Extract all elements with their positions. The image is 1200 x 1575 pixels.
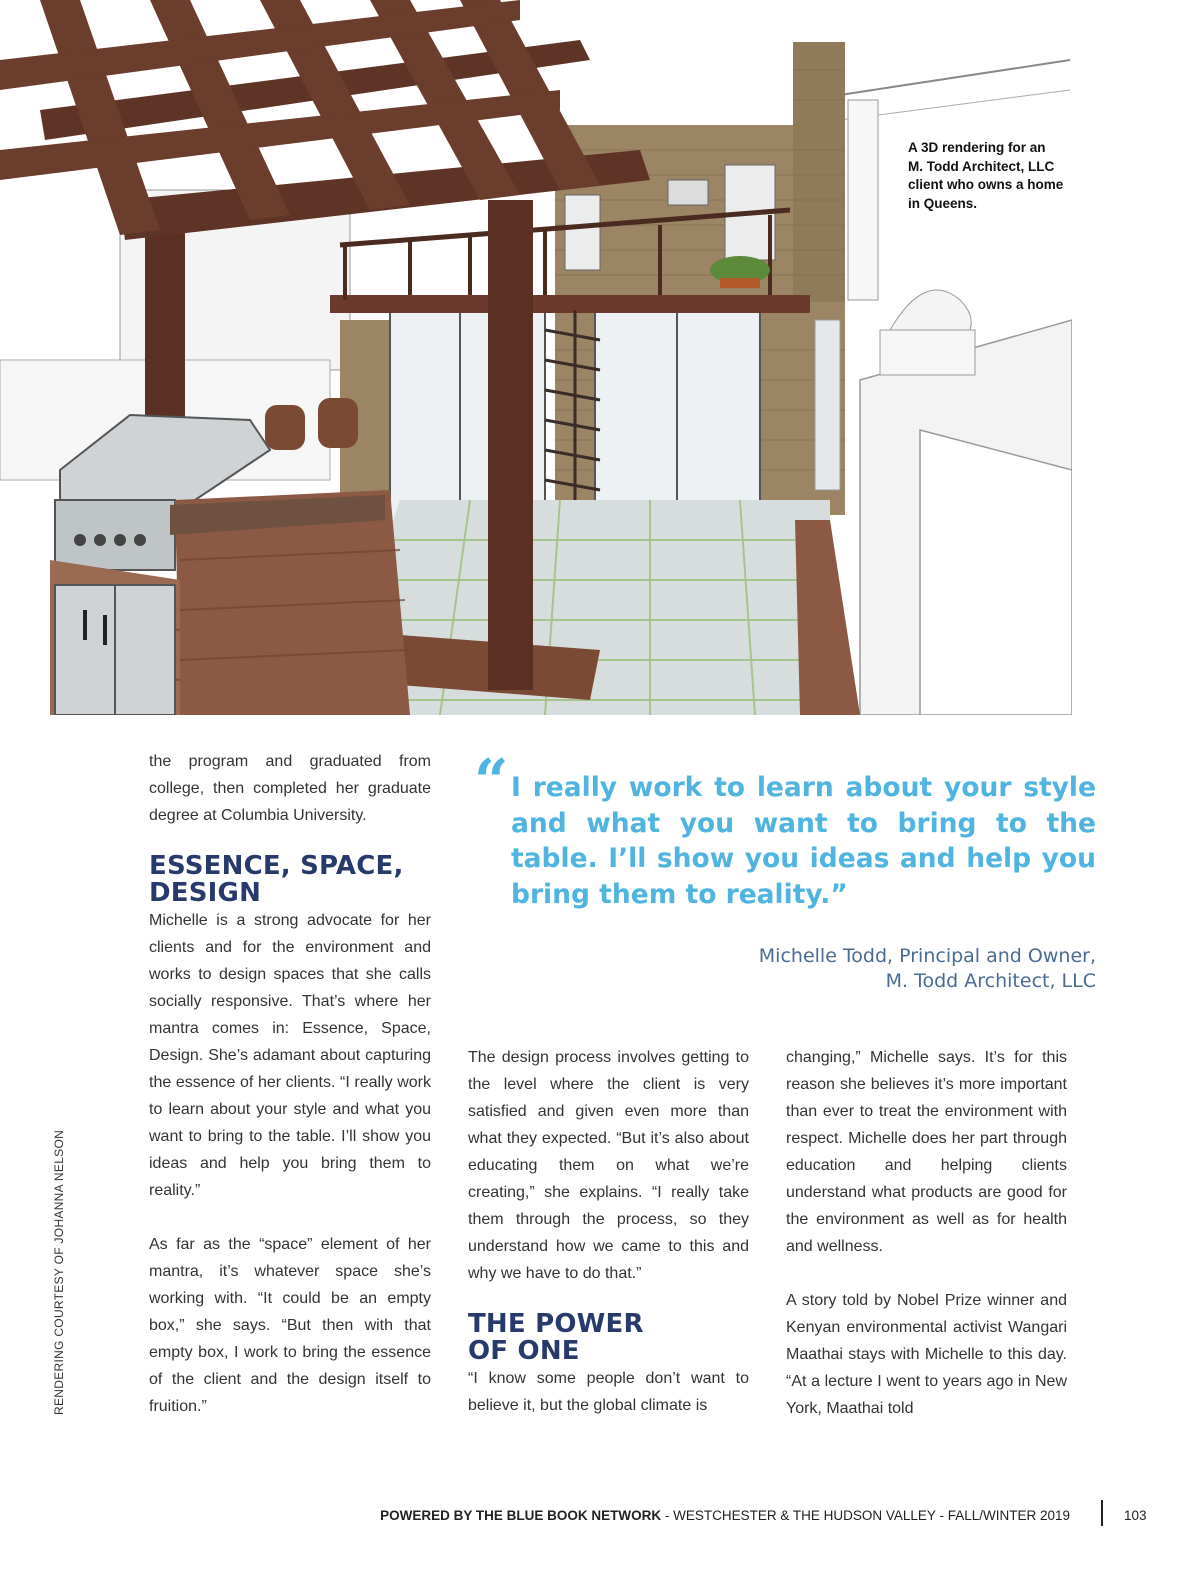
column-1 [149, 748, 431, 1420]
power-of-one-paragraph: “I know some people don’t want to believe it, but the global climate is [468, 1370, 749, 1414]
pull-quote: I really work to learn about your style and what you want to bring to the table. I’ll show you ideas and help you bring them to reality.” [511, 772, 1096, 910]
heading-line: ESSENCE, SPACE, [149, 851, 404, 881]
section-heading-power-of-one [468, 1311, 749, 1365]
footer-brand: POWERED BY THE BLUE BOOK NETWORK [380, 1508, 662, 1523]
image-caption [908, 139, 1078, 213]
caption-line: M. Todd Architect, LLC [908, 158, 1055, 174]
environment-paragraph: changing,” Michelle says. It’s for this reason she believes it’s more important than ever to treat the environment with respect. Michelle does her part through education and helping clients understand what products are good for the environment as well as for health and wellness. [786, 1049, 1067, 1255]
caption-line: in Queens. [908, 195, 978, 211]
footer-divider [1101, 1500, 1103, 1526]
essence-paragraph-2: As far as the “space” element of her mantra, it’s whatever space she’s working with. “It could be an empty box,” she says. “But then with that empty box, I work to bring the essence of the client and the design itself to fruition.” [149, 1236, 431, 1415]
page-number: 103 [1124, 1508, 1147, 1523]
page-footer [380, 1508, 1070, 1523]
attribution-line: Michelle Todd, Principal and Owner, [758, 945, 1096, 967]
heading-line: THE POWER [468, 1309, 644, 1339]
intro-paragraph: the program and graduated from college, then completed her graduate degree at Columbia University. [149, 753, 431, 824]
quote-mark-icon: “ [474, 747, 509, 817]
caption-line: A 3D rendering for an [908, 140, 1046, 155]
heading-line: OF ONE [468, 1336, 580, 1366]
rendering-illustration [0, 0, 1072, 715]
section-heading-essence [149, 853, 431, 907]
footer-publication: - WESTCHESTER & THE HUDSON VALLEY - FALL/WINTER 2019 [661, 1508, 1070, 1523]
attribution-line: M. Todd Architect, LLC [885, 970, 1096, 992]
column-3 [786, 1044, 1067, 1422]
caption-line: client who owns a home [908, 177, 1064, 192]
heading-line: DESIGN [149, 878, 262, 908]
essence-paragraph-1: Michelle is a strong advocate for her clients and for the environment and works to design spaces that she calls socially responsive. That’s where her mantra comes in: Essence, Space, Design. She’s adamant about capturing the essence of her clients. “I really work to learn about your style and what you want to bring to the table. I’ll show you ideas and help you bring them to reality.” [149, 912, 431, 1199]
design-process-paragraph: The design process involves getting to the level where the client is very satisfied and given even more than what they expected. “But it’s also about educating them on what we’re creating,” she explains. “I really take them through the process, so they understand how we came to this and why we have to do that.” [468, 1049, 749, 1282]
quote-attribution [600, 944, 1096, 994]
rendering-image [0, 0, 1072, 715]
maathai-paragraph: A story told by Nobel Prize winner and Kenyan environmental activist Wangari Maathai stays with Michelle to this day. “At a lecture I went to years ago in New York, Maathai told [786, 1292, 1067, 1417]
rendering-credit: RENDERING COURTESY OF JOHANNA NELSON [52, 1129, 66, 1415]
column-2 [468, 1044, 749, 1419]
